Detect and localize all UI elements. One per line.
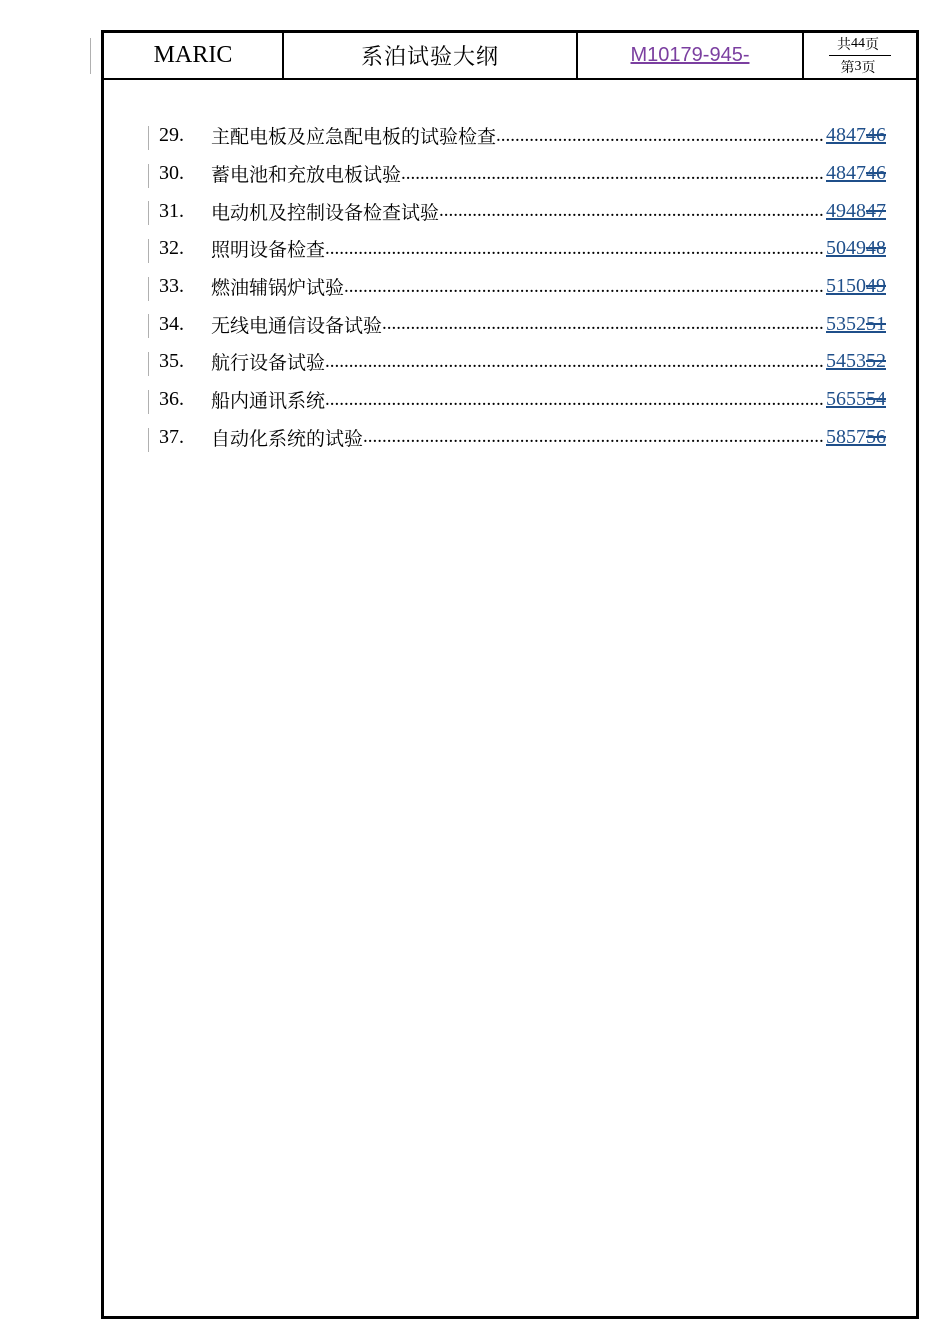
toc-page-link[interactable] — [826, 388, 886, 411]
page-number-deleted: 49 — [866, 275, 886, 298]
toc-dot-leader — [382, 313, 825, 335]
document-title: 系泊试验大纲 — [284, 33, 578, 78]
toc-entry-title: 照明设备检查 — [211, 239, 326, 262]
page-number-revised: 5655 — [826, 388, 866, 411]
page-number-revised: 5049 — [826, 237, 866, 260]
page-number-revised: 4948 — [826, 199, 866, 222]
toc-dot-leader — [325, 389, 825, 411]
toc-entry[interactable] — [148, 305, 886, 343]
total-prefix: 共 — [837, 37, 851, 53]
change-bar — [148, 239, 149, 263]
toc-entry[interactable] — [148, 381, 886, 419]
toc-page-link[interactable] — [826, 200, 886, 223]
toc-entry-title: 航行设备试验 — [211, 352, 326, 375]
total-suffix: 页 — [865, 37, 879, 53]
toc-entry[interactable] — [148, 155, 886, 193]
current-suffix: 页 — [861, 60, 876, 76]
page-number-deleted: 52 — [866, 350, 886, 373]
page-header — [104, 33, 916, 80]
change-bar — [148, 277, 149, 301]
toc-entry-number: 30. — [159, 162, 184, 185]
current-page: 3 — [854, 59, 862, 74]
organization-name: MARIC — [104, 33, 284, 78]
toc-dot-leader — [363, 426, 825, 448]
toc-page-link[interactable] — [826, 237, 886, 260]
page-number-deleted: 51 — [866, 312, 886, 335]
toc-entry[interactable] — [148, 230, 886, 268]
page-number-revised: 4847 — [826, 124, 866, 147]
toc-dot-leader — [439, 200, 825, 222]
table-of-contents — [148, 117, 886, 456]
page-number-deleted: 56 — [866, 425, 886, 448]
toc-page-link[interactable] — [826, 313, 886, 336]
document-number-link[interactable]: M10179-945- — [578, 33, 804, 78]
toc-entry-title: 蓄电池和充放电板试验 — [211, 164, 402, 187]
toc-entry-number: 32. — [159, 237, 184, 260]
page-count-box — [804, 33, 916, 78]
page-number-revised: 5857 — [826, 425, 866, 448]
current-page-row — [833, 56, 888, 78]
toc-entry-title: 电动机及控制设备检查试验 — [211, 201, 440, 224]
toc-entry-number: 37. — [159, 425, 184, 448]
toc-dot-leader — [344, 276, 825, 298]
toc-entry-number: 35. — [159, 350, 184, 373]
toc-dot-leader — [325, 351, 825, 373]
toc-page-link[interactable] — [826, 275, 886, 298]
toc-dot-leader — [496, 125, 825, 147]
toc-entry[interactable] — [148, 117, 886, 155]
toc-entry-number: 36. — [159, 388, 184, 411]
toc-entry-title: 主配电板及应急配电板的试验检查 — [211, 126, 497, 149]
page-number-deleted: 47 — [866, 199, 886, 222]
toc-entry-number: 33. — [159, 275, 184, 298]
page-number-revised: 5352 — [826, 312, 866, 335]
change-bar — [148, 164, 149, 188]
total-pages-row — [829, 33, 891, 56]
toc-entry[interactable] — [148, 419, 886, 457]
current-prefix: 第 — [840, 60, 855, 76]
toc-page-link[interactable] — [826, 124, 886, 147]
toc-entry-number: 34. — [159, 312, 184, 335]
toc-entry-number: 31. — [159, 199, 184, 222]
toc-entry[interactable] — [148, 268, 886, 306]
page-number-revised: 4847 — [826, 162, 866, 185]
change-bar — [148, 352, 149, 376]
page-number-deleted: 54 — [866, 388, 886, 411]
toc-entry-title: 船内通讯系统 — [211, 390, 326, 413]
change-bar — [148, 126, 149, 150]
page-number-deleted: 46 — [866, 162, 886, 185]
change-bar — [148, 428, 149, 452]
change-bar — [148, 314, 149, 338]
toc-entry-title: 自动化系统的试验 — [211, 427, 364, 450]
total-pages: 44 — [851, 36, 865, 51]
page-frame — [101, 30, 919, 1319]
toc-page-link[interactable] — [826, 350, 886, 373]
toc-dot-leader — [401, 163, 825, 185]
toc-entry-title: 燃油辅锅炉试验 — [211, 277, 345, 300]
page-number-revised: 5453 — [826, 350, 866, 373]
change-bar — [148, 201, 149, 225]
change-bar — [148, 390, 149, 414]
page-number-deleted: 46 — [866, 124, 886, 147]
page-number-deleted: 48 — [866, 237, 886, 260]
toc-entry-title: 无线电通信设备试验 — [211, 314, 383, 337]
toc-entry[interactable] — [148, 192, 886, 230]
margin-change-bar — [90, 38, 91, 74]
page-number-revised: 5150 — [826, 275, 866, 298]
toc-page-link[interactable] — [826, 162, 886, 185]
toc-dot-leader — [325, 238, 825, 260]
toc-page-link[interactable] — [826, 426, 886, 449]
toc-entry-number: 29. — [159, 124, 184, 147]
toc-entry[interactable] — [148, 343, 886, 381]
